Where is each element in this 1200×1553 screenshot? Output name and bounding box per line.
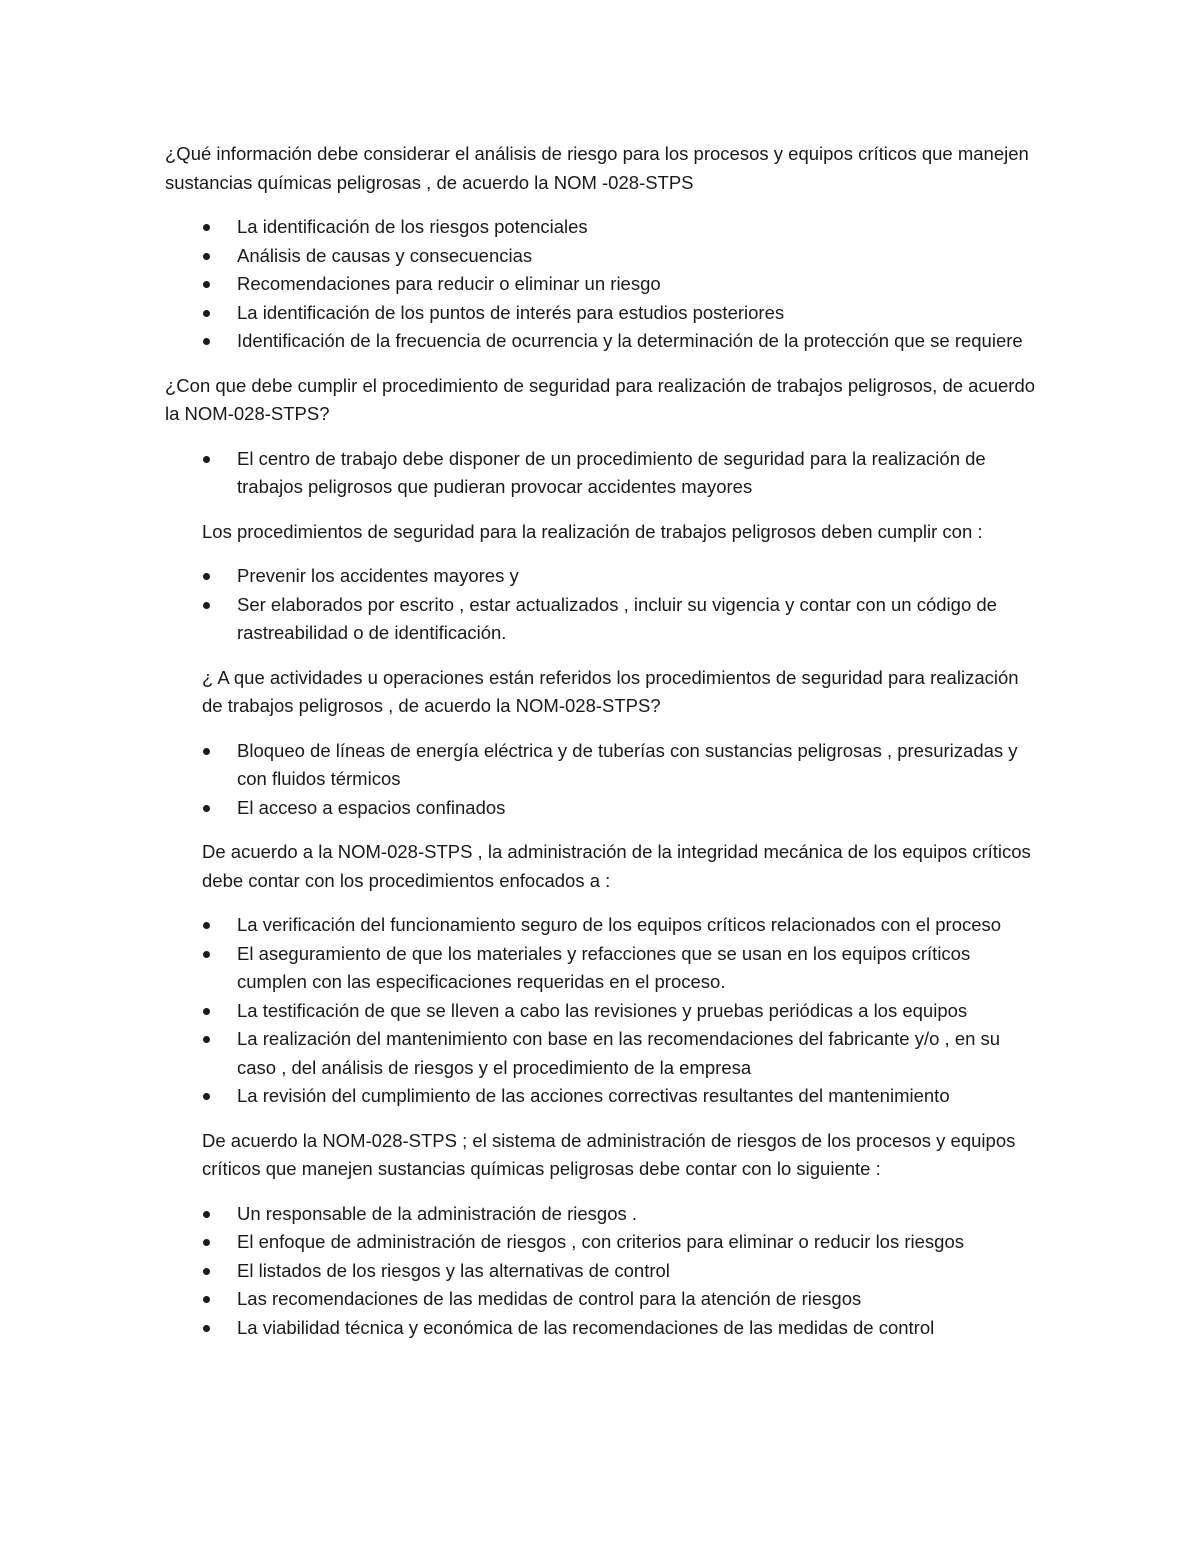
list-item: Recomendaciones para reducir o eliminar un riesgo bbox=[165, 270, 1040, 299]
question-paragraph: ¿Con que debe cumplir el procedimiento de seguridad para realización de trabajos peligrosos, de acuerdo la NOM-028-STPS? bbox=[165, 374, 1036, 424]
list-item: Bloqueo de líneas de energía eléctrica y de tuberías con sustancias peligrosas , presurizadas y con fluidos térmicos bbox=[165, 737, 1040, 794]
bullet-list bbox=[165, 445, 1040, 502]
list-item: La testificación de que se lleven a cabo las revisiones y pruebas periódicas a los equipos bbox=[165, 997, 1040, 1026]
question-paragraph: ¿Qué información debe considerar el análisis de riesgo para los procesos y equipos críticos que manejen sustancias químicas peligrosas , de acuerdo la NOM -028-STPS bbox=[165, 143, 1029, 193]
list-item: La identificación de los puntos de interés para estudios posteriores bbox=[165, 299, 1040, 328]
list-item: El aseguramiento de que los materiales y refacciones que se usan en los equipos críticos cumplen con las especificaciones requeridas en el proceso. bbox=[165, 940, 1040, 997]
list-item: La revisión del cumplimiento de las acciones correctivas resultantes del mantenimiento bbox=[165, 1082, 1040, 1111]
indented-paragraph: De acuerdo a la NOM-028-STPS , la administración de la integridad mecánica de los equipos críticos debe contar con los procedimientos enfocados a : bbox=[202, 841, 1031, 891]
list-item: Un responsable de la administración de riesgos . bbox=[165, 1200, 1040, 1229]
bullet-list bbox=[165, 213, 1040, 356]
document-body bbox=[165, 140, 1040, 1358]
list-item: Ser elaborados por escrito , estar actualizados , incluir su vigencia y contar con un código de rastreabilidad o de identificación. bbox=[165, 591, 1040, 648]
list-item: La viabilidad técnica y económica de las recomendaciones de las medidas de control bbox=[165, 1314, 1040, 1343]
list-item: Análisis de causas y consecuencias bbox=[165, 242, 1040, 271]
list-item: El centro de trabajo debe disponer de un procedimiento de seguridad para la realización de trabajos peligrosos que pudieran provocar accidentes mayores bbox=[165, 445, 1040, 502]
bullet-list bbox=[165, 737, 1040, 823]
indented-paragraph: Los procedimientos de seguridad para la realización de trabajos peligrosos deben cumplir con : bbox=[202, 520, 983, 542]
list-item: El acceso a espacios confinados bbox=[165, 794, 1040, 823]
list-item: El listados de los riesgos y las alternativas de control bbox=[165, 1257, 1040, 1286]
bullet-list bbox=[165, 911, 1040, 1111]
list-item: La identificación de los riesgos potenciales bbox=[165, 213, 1040, 242]
list-item: El enfoque de administración de riesgos , con criterios para eliminar o reducir los riesgos bbox=[165, 1228, 1040, 1257]
list-item: La verificación del funcionamiento seguro de los equipos críticos relacionados con el proceso bbox=[165, 911, 1040, 940]
list-item: Las recomendaciones de las medidas de control para la atención de riesgos bbox=[165, 1285, 1040, 1314]
list-item: Identificación de la frecuencia de ocurrencia y la determinación de la protección que se requiere bbox=[165, 327, 1040, 356]
list-item: La realización del mantenimiento con base en las recomendaciones del fabricante y/o , en su caso , del análisis de riesgos y el procedimiento de la empresa bbox=[165, 1025, 1040, 1082]
bullet-list bbox=[165, 562, 1040, 648]
indented-paragraph: ¿ A que actividades u operaciones están referidos los procedimientos de seguridad para realización de trabajos peligrosos , de acuerdo la NOM-028-STPS? bbox=[202, 666, 1019, 716]
bullet-list bbox=[165, 1200, 1040, 1343]
list-item: Prevenir los accidentes mayores y bbox=[165, 562, 1040, 591]
indented-paragraph: De acuerdo la NOM-028-STPS ; el sistema de administración de riesgos de los procesos y equipos críticos que manejen sustancias químicas peligrosas debe contar con lo siguiente : bbox=[202, 1129, 1016, 1179]
